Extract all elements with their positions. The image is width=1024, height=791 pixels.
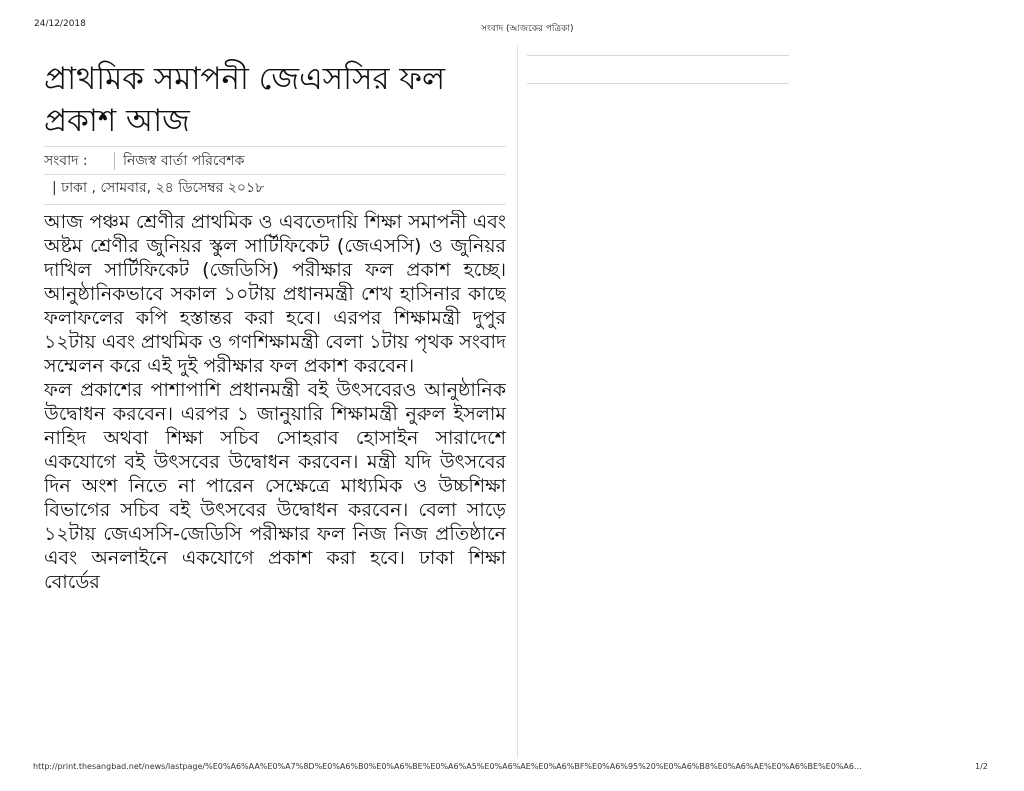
article-headline: প্রাথমিক সমাপনী জেএসসির ফল প্রকাশ আজ [44,61,446,139]
sidebar-divider [517,46,518,758]
byline-separator [114,152,115,170]
source-label: সংবাদ : [44,152,88,169]
print-date: 24/12/2018 [34,19,86,29]
print-page-title: সংবাদ (আজকের পত্রিকা) [481,24,574,34]
sidebar-rule [527,83,789,84]
article-paragraph: আজ পঞ্চম শ্রেণীর প্রাথমিক ও এবতেদায়ি শিক্ষা সমাপনী এবং অষ্টম শ্রেণীর জুনিয়র স্কুল সার্টিফিকেট (জেএসসি) ও জুনিয়র দাখিল সার্টিফিকেট (জেডিসি) পরীক্ষার ফল প্রকাশ হচ্ছে। আনুষ্ঠানিকভাবে সকাল ১০টায় প্রধানমন্ত্রী শেখ হাসিনার কাছে ফলাফলের কপি হস্তান্তর করা হবে। এরপর শিক্ষামন্ত্রী দুপুর ১২টায় এবং প্রাথমিক ও গণশিক্ষামন্ত্রী বেলা ১টায় পৃথক সংবাদ সম্মেলন করে এই দুই পরীক্ষার ফল প্রকাশ করবেন। [44,211,506,377]
sidebar-rule [527,55,789,56]
dateline: | ঢাকা , সোমবার, ২৪ ডিসেম্বর ২০১৮ [52,180,265,196]
article-body [44,210,506,730]
divider [44,204,506,205]
print-url[interactable]: http://print.thesangbad.net/news/lastpage/%E0%A6%AA%E0%A7%8D%E0%A6%B0%E0%A6%BE%E0%A6%A5%E0%A6%AE%E0%A6%BF%E0%A6%95%20%E0%A6%B8%E0%A6%AE%E0%A6%BE%E0%A6... [33,762,862,771]
reporter-name: নিজস্ব বার্তা পরিবেশক [123,152,245,169]
byline [44,147,506,174]
article-paragraph: ফল প্রকাশের পাশাপাশি প্রধানমন্ত্রী বই উৎসবেরও আনুষ্ঠানিক উদ্বোধন করবেন। এরপর ১ জানুয়ারি শিক্ষামন্ত্রী নুরুল ইসলাম নাহিদ অথবা শিক্ষা সচিব সোহরাব হোসাইন সারাদেশে একযোগে বই উৎসবের উদ্বোধন করবেন। মন্ত্রী যদি উৎসবের দিন অংশ নিতে না পারেন সেক্ষেত্রে মাধ্যমিক ও উচ্চশিক্ষা বিভাগের সচিব বই উৎসবের উদ্বোধন করবেন। বেলা সাড়ে ১২টায় জেএসসি-জেডিসি পরীক্ষার ফল নিজ নিজ প্রতিষ্ঠানে এবং অনলাইনে একযোগে প্রকাশ করা হবে। ঢাকা শিক্ষা বোর্ডের [44,379,506,593]
page-number: 1/2 [975,762,988,771]
article-column [44,52,506,730]
